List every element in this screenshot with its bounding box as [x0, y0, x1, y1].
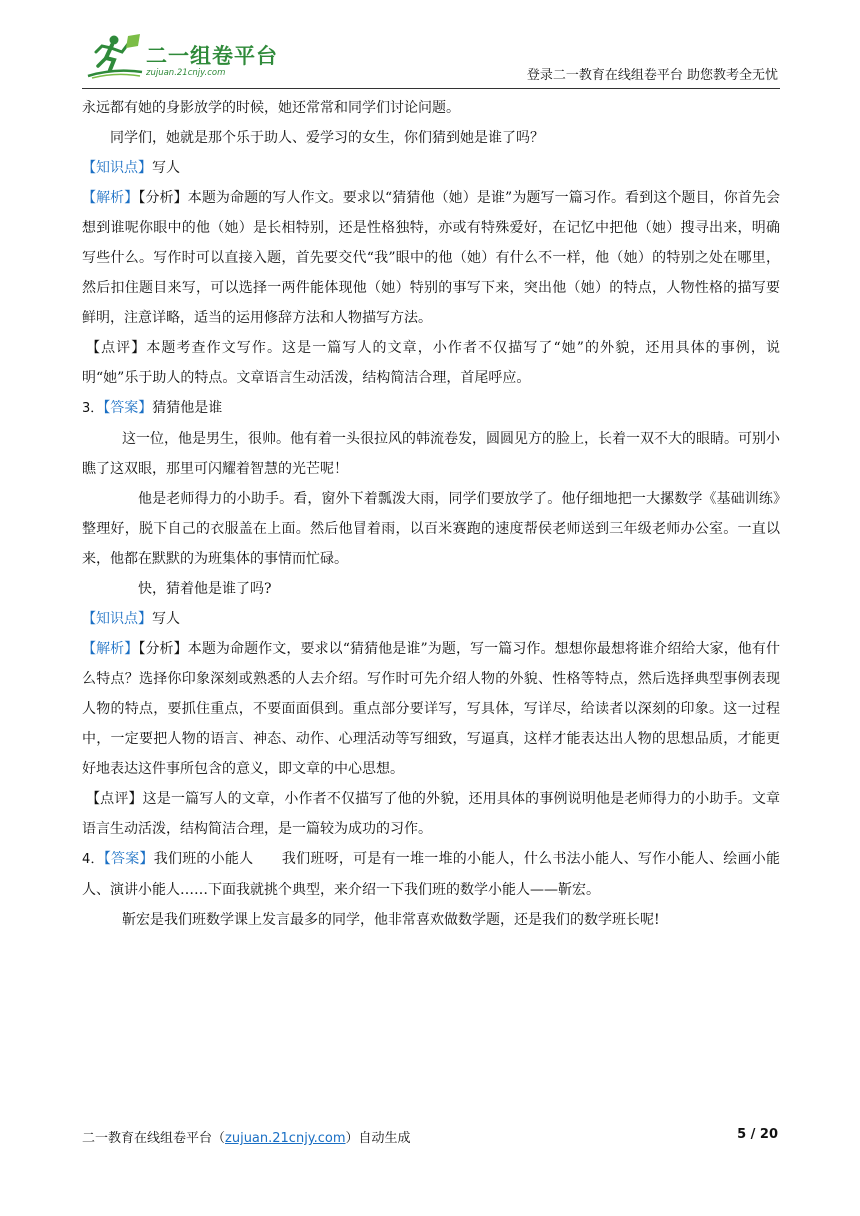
page-number: 5 / 20 [737, 1127, 778, 1142]
header-slogan: 登录二一教育在线组卷平台 助您教考全无忧 [526, 68, 778, 83]
logo-name: 二一组卷平台 [146, 44, 278, 68]
answer-4 [82, 844, 780, 905]
analysis-text: 【分析】本题为命题的写人作文。要求以“猜猜他（她）是谁”为题写一篇习作。看到这个题目，你首先会想到谁呢你眼中的他（她）是长相特别，还是性格独特，亦或有特殊爱好，在记忆中把他（她）搜寻出来，明确写些什么。写作时可以直接入题，首先要交代“我”眼中的他（她）有什么不一样，他（她）的特别之处在哪里，然后扣住题目来写，可以选择一两件能体现他（她）特别的事写下来，突出他（她）的特点，人物性格的描写要鲜明，注意详略，适当的运用修辞方法和人物描写方法。 [82, 190, 780, 326]
footer-suffix: ）自动生成 [345, 1131, 411, 1146]
answer-3 [82, 393, 780, 424]
paragraph: 这一位，他是男生，很帅。他有着一头很拉风的韩流卷发，圆圆见方的脸上，长着一双不大的眼睛。可别小瞧了这双眼，那里可闪耀着智慧的光芒呢！ [82, 431, 780, 477]
paragraph: 快，猜着他是谁了吗? [138, 581, 272, 597]
knowledge-point [82, 604, 780, 634]
paragraph: 永远都有她的身影放学的时候，她还常常和同学们讨论问题。 [82, 100, 460, 116]
platform-logo[interactable] [84, 32, 284, 82]
header-divider [82, 88, 780, 89]
footer-link[interactable]: zujuan.21cnjy.com [225, 1131, 346, 1146]
footer-prefix: 二一教育在线组卷平台（ [82, 1131, 226, 1146]
knowledge-point [82, 153, 780, 183]
analysis [82, 634, 780, 784]
analysis-tag: 【解析】 [82, 641, 139, 657]
paragraph: 靳宏是我们班数学课上发言最多的同学，他非常喜欢做数学题，还是我们的数学班长呢! [122, 912, 660, 928]
knowledge-value: 写人 [152, 611, 180, 627]
knowledge-tag: 【知识点】 [82, 160, 152, 176]
knowledge-value: 写人 [152, 160, 180, 176]
paragraph: 同学们，她就是那个乐于助人、爱学习的女生，你们猜到她是谁了吗？ [110, 130, 544, 146]
question-number: 3． [82, 401, 104, 416]
page-header [0, 0, 860, 92]
answer-tag: 【答案】 [103, 851, 154, 867]
question-number: 4． [82, 852, 104, 867]
answer-text: 我们班的小能人 我们班呀，可是有一堆一堆的小能人，什么书法小能人、写作小能人、绘画小能人、演讲小能人……下面我就挑个典型，来介绍一下我们班的数学小能人——靳宏。 [82, 851, 780, 898]
knowledge-tag: 【知识点】 [82, 611, 152, 627]
document-body [82, 93, 780, 935]
answer-tag: 【答案】 [103, 400, 153, 416]
analysis-text: 【分析】本题为命题作文，要求以“猜猜他是谁”为题，写一篇习作。想想你最想将谁介绍给大家，他有什么特点？选择你印象深刻或熟悉的人去介绍。写作时可先介绍人物的外貌、性格等特点，然后选择典型事例表现人物的特点，要抓住重点，不要面面俱到。重点部分要详写，写具体，写详尽，给读者以深刻的印象。这一过程中，一定要把人物的语言、神态、动作、心理活动等写细致，写逼真，这样才能表达出人物的思想品质，才能更好地表达这件事所包含的意义，即文章的中心思想。 [82, 641, 780, 777]
page-footer [82, 1127, 411, 1146]
paragraph: 他是老师得力的小助手。看，窗外下着瓢泼大雨，同学们要放学了。他仔细地把一大摞数学《基础训练》整理好，脱下自己的衣服盖在上面。然后他冒着雨，以百米赛跑的速度帮侯老师送到三年级老师办公室。一直以来，他都在默默的为班集体的事情而忙碌。 [82, 491, 780, 567]
answer-title: 猜猜他是谁 [152, 400, 223, 416]
runner-icon [84, 32, 146, 82]
comment: 【点评】本题考查作文写作。这是一篇写人的文章，小作者不仅描写了“她”的外貌，还用具体的事例，说明“她”乐于助人的特点。文章语言生动活泼，结构简洁合理，首尾呼应。 [82, 340, 780, 386]
analysis [82, 183, 780, 333]
logo-url: zujuan.21cnjy.com [146, 68, 226, 78]
comment: 【点评】这是一篇写人的文章，小作者不仅描写了他的外貌，还用具体的事例说明他是老师得力的小助手。文章语言生动活泼，结构简洁合理，是一篇较为成功的习作。 [82, 791, 780, 837]
analysis-tag: 【解析】 [82, 190, 139, 206]
